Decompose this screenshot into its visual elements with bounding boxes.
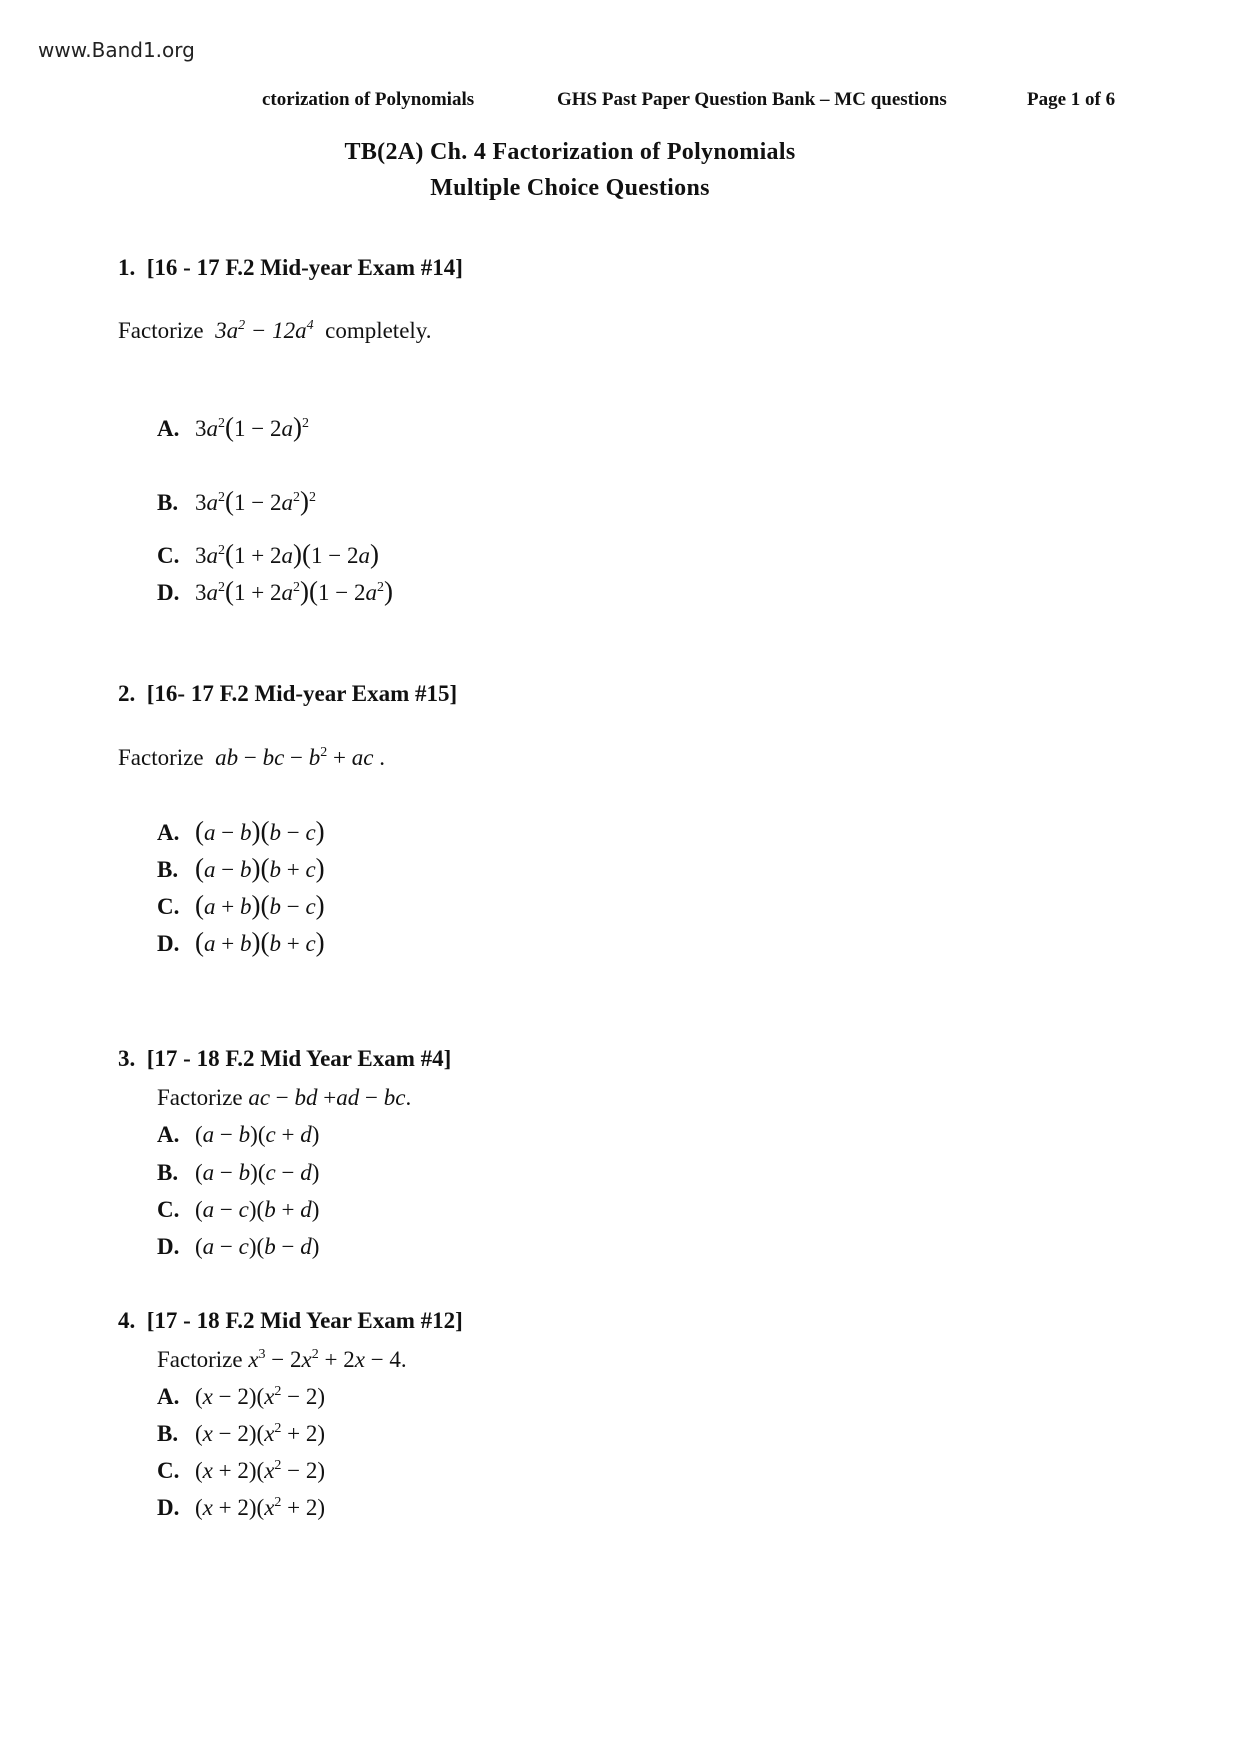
question-number: 2. [118, 681, 136, 706]
question-1-option-b: B. $3a^2(1 - 2a^2)^2$ [157, 486, 316, 516]
question-2-option-d: D. (a + b)(b + c) [157, 927, 325, 957]
question-3-option-c: C. (a − c)(b + d) [157, 1197, 320, 1222]
question-2-option-a: A. (a − b)(b − c) [157, 816, 325, 846]
question-1-option-c: C. $3a^2(1 + 2a)(1 - 2a)$ [157, 539, 379, 569]
question-number: 3. [118, 1046, 136, 1071]
question-source: [16- 17 F.2 Mid-year Exam #15] [146, 681, 458, 706]
question-2-option-c: C. (a + b)(b − c) [157, 890, 325, 920]
question-1-option-a: A. $3a^2(1 - 2a)^2$ [157, 412, 309, 442]
question-3-option-d: D. (a − c)(b − d) [157, 1234, 320, 1259]
question-2-heading [118, 681, 457, 707]
question-source: [17 - 18 F.2 Mid Year Exam #12] [146, 1308, 463, 1333]
page-title: TB(2A) Ch. 4 Factorization of Polynomials [344, 139, 796, 165]
question-3-expression: ac − bd +ad − bc. [248, 1085, 412, 1110]
header-page-number: Page 1 of 6 [1027, 89, 1116, 110]
question-3-option-a: A. (a − b)(c + d) [157, 1122, 320, 1147]
question-1-heading [118, 255, 463, 281]
header-bank-title: GHS Past Paper Question Bank – MC questions [557, 89, 947, 110]
question-3-stem: Factorize ac − bd +ad − bc. [157, 1085, 412, 1110]
page-subtitle: Multiple Choice Questions [430, 175, 710, 201]
question-source: [16 - 17 F.2 Mid-year Exam #14] [146, 255, 463, 280]
question-1-expression: $3a^2 - 12a^4$ [215, 318, 314, 343]
question-2-expression: ab − bc − $b^2$ + ac . [215, 745, 385, 770]
question-4-expression: $x^3 - 2x^2 + 2x - 4$. [248, 1347, 407, 1372]
question-4-heading [118, 1308, 463, 1334]
question-number: 1. [118, 255, 136, 280]
question-4-stem: Factorize $x^3 - 2x^2 + 2x - 4$. [157, 1347, 407, 1372]
question-2-option-b: B. (a − b)(b + c) [157, 853, 325, 883]
question-2-stem: Factorize ab − bc − $b^2$ + ac . [118, 745, 385, 770]
question-3-option-b: B. (a − b)(c − d) [157, 1160, 320, 1185]
question-source: [17 - 18 F.2 Mid Year Exam #4] [146, 1046, 452, 1071]
question-1-option-d: D. $3a^2(1 + 2a^2)(1 - 2a^2)$ [157, 576, 393, 606]
question-number: 4. [118, 1308, 136, 1333]
question-3-heading [118, 1046, 451, 1072]
question-4-option-a: A. $(x - 2)(x^2 - 2)$ [157, 1384, 326, 1409]
question-4-option-b: B. $(x - 2)(x^2 + 2)$ [157, 1421, 326, 1446]
header-chapter: ctorization of Polynomials [262, 89, 475, 110]
question-4-option-c: C. $(x + 2)(x^2 - 2)$ [157, 1458, 326, 1483]
question-1-stem: Factorize $3a^2 - 12a^4$ completely. [118, 318, 432, 343]
website-watermark: www.Band1.org [38, 38, 195, 62]
question-4-option-d: D. $(x + 2)(x^2 + 2)$ [157, 1495, 326, 1520]
